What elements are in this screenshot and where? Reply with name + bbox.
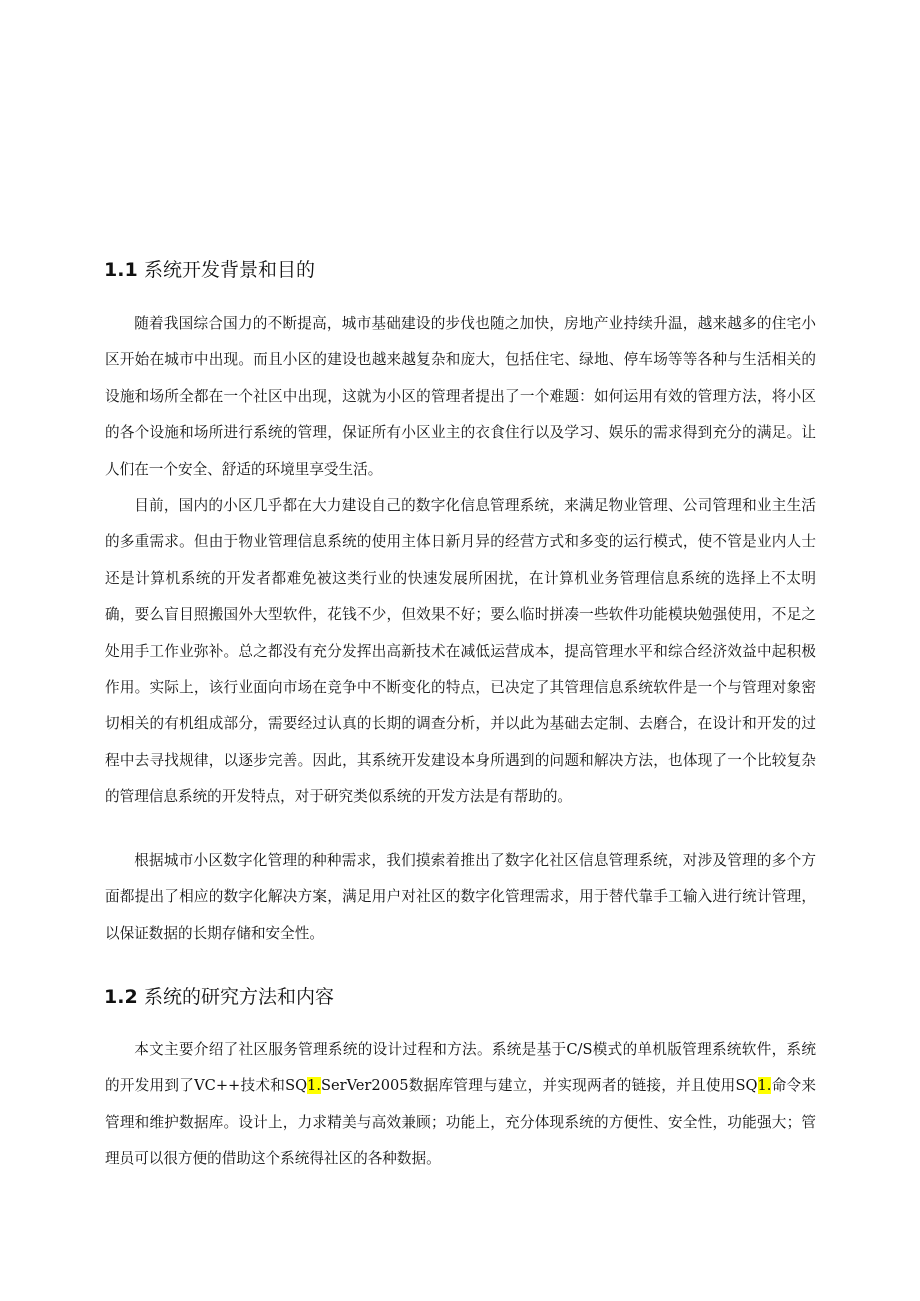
paragraph-text: SerVer2005数据库管理与建立，并实现两者的链接，并且使用SQ xyxy=(320,1077,758,1095)
section-number: 1.1 xyxy=(104,259,138,281)
paragraph-solution: 根据城市小区数字化管理的种种需求，我们摸索着推出了数字化社区信息管理系统，对涉及管理的多个方面都提出了相应的数字化解决方案，满足用户对社区的数字化管理需求，用于替代靠手工输入进行统计管理，以保证数据的长期存储和安全性。 xyxy=(105,852,816,942)
highlighted-text: 1. xyxy=(307,1077,321,1095)
paragraph-background: 随着我国综合国力的不断提高，城市基础建设的步伐也随之加快，房地产业持续升温，越来越多的住宅小区开始在城市中出现。而且小区的建设也越来越复杂和庞大，包括住宅、绿地、停车场等等各种与生活相关的设施和场所全都在一个社区中出现，这就为小区的管理者提出了一个难题：如何运用有效的管理方法，将小区的各个设施和场所进行系统的管理，保证所有小区业主的衣食住行以及学习、娱乐的需求得到充分的满足。让人们在一个安全、舒适的环境里享受生活。 xyxy=(105,315,816,478)
section-number: 1.2 xyxy=(104,986,138,1008)
section-title: 系统的研究方法和内容 xyxy=(144,986,335,1008)
highlighted-text: 1. xyxy=(757,1077,772,1095)
section-heading-1-2 xyxy=(104,985,334,1009)
paragraph-method xyxy=(105,1032,816,1178)
paragraph-text: 本文主要介绍了社区服务管理系统的设计过程和方法。系统是基于C/S模式的单机版管理系统软件，系统的开发用到了VC++技术和SQ xyxy=(105,1041,816,1095)
paragraph-current-status: 目前，国内的小区几乎都在大力建设自己的数字化信息管理系统，来满足物业管理、公司管理和业主生活的多重需求。但由于物业管理信息系统的使用主体日新月异的经营方式和多变的运行模式，使不管是业内人士还是计算机系统的开发者都难免被这类行业的快速发展所困扰，在计算机业务管理信息系统的选择上不太明确，要么盲目照搬国外大型软件，花钱不少，但效果不好；要么临时拼凑一些软件功能模块勉强使用，不足之处用手工作业弥补。总之都没有充分发挥出高新技术在减低运营成本，提高管理水平和综合经济效益中起积极作用。实际上，该行业面向市场在竞争中不断变化的特点，已决定了其管理信息系统软件是一个与管理对象密切相关的有机组成部分，需要经过认真的长期的调查分析，并以此为基础去定制、去磨合，在设计和开发的过程中去寻找规律，以逐步完善。因此，其系统开发建设本身所遇到的问题和解决方法，也体现了一个比较复杂的管理信息系统的开发特点，对于研究类似系统的开发方法是有帮助的。 xyxy=(105,497,816,806)
section-heading-1-1 xyxy=(104,258,315,282)
section-title: 系统开发背景和目的 xyxy=(144,259,316,281)
paragraph-text: 命令来管理和维护数据库。设计上，力求精美与高效兼顾；功能上，充分体现系统的方便性、安全性，功能强大；管理员可以很方便的借助这个系统得社区的各种数据。 xyxy=(105,1077,816,1168)
